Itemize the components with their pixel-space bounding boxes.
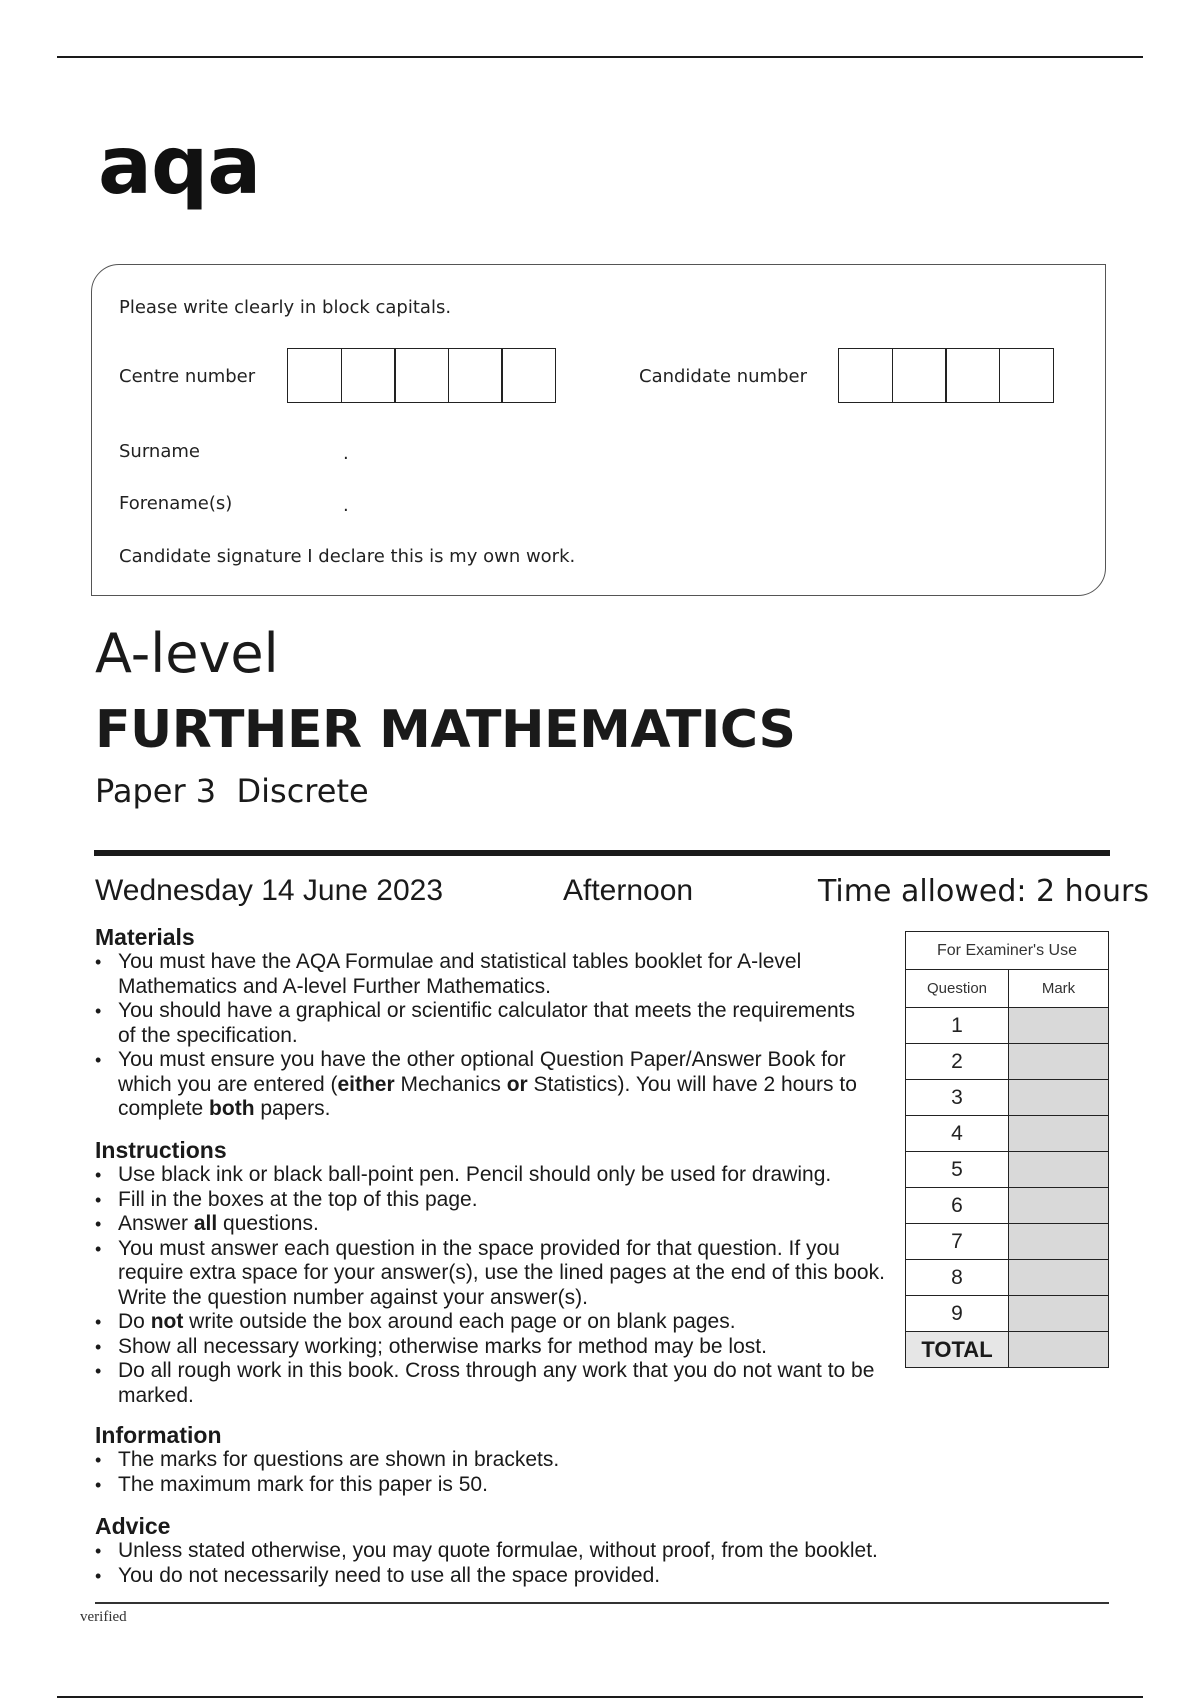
total-label: TOTAL (906, 1332, 1009, 1368)
mark-cell[interactable] (1009, 1044, 1109, 1080)
materials-item: • You should have a graphical or scientific calculator that meets the requirements of the specification. (95, 999, 875, 1048)
instructions-item: • Use black ink or black ball-point pen. Pencil should only be used for drawing. (95, 1163, 895, 1188)
instructions-item: • Do not write outside the box around each page or on blank pages. (95, 1310, 895, 1335)
forenames-field[interactable]: . (343, 495, 349, 516)
mark-cell[interactable] (1009, 1224, 1109, 1260)
exam-session: Afternoon (563, 874, 694, 907)
question-number-cell: 3 (906, 1080, 1009, 1116)
mark-cell[interactable] (1009, 1152, 1109, 1188)
mark-cell[interactable] (1009, 1188, 1109, 1224)
aqa-logo: aqa (98, 119, 261, 212)
information-item: • The marks for questions are shown in brackets. (95, 1448, 895, 1473)
question-number-cell: 4 (906, 1116, 1009, 1152)
instructions-item: • Do all rough work in this book. Cross through any work that you do not want to be marked. (95, 1359, 895, 1408)
instructions-item: • You must answer each question in the space provided for that question. If you require extra space for your answer(s), use the lined pages at the end of this book. Write the question number against your answer(s). (95, 1237, 895, 1311)
question-number-cell: 2 (906, 1044, 1009, 1080)
centre-number-digit-box[interactable] (501, 348, 556, 403)
centre-number-digit-box[interactable] (394, 348, 449, 403)
mark-cell[interactable] (1009, 1008, 1109, 1044)
advice-heading: Advice (95, 1513, 171, 1539)
centre-number-label: Centre number (119, 366, 256, 387)
total-mark-cell[interactable] (1009, 1332, 1109, 1368)
materials-list (95, 950, 875, 1122)
candidate-number-boxes[interactable] (838, 348, 1052, 403)
candidate-number-label: Candidate number (639, 366, 807, 387)
mark-cell[interactable] (1009, 1116, 1109, 1152)
question-number-cell: 9 (906, 1296, 1009, 1332)
advice-item: • Unless stated otherwise, you may quote formulae, without proof, from the booklet. (95, 1539, 1055, 1564)
instructions-heading: Instructions (95, 1137, 227, 1163)
top-rule (57, 56, 1143, 58)
qualification-level: A-level (95, 622, 279, 685)
subject-title: FURTHER MATHEMATICS (95, 700, 796, 760)
examiner-table-title: For Examiner's Use (906, 932, 1109, 970)
advice-item: • You do not necessarily need to use all the space provided. (95, 1564, 1055, 1589)
candidate-number-digit-box[interactable] (999, 348, 1054, 403)
verified-watermark: verified (80, 1609, 127, 1625)
question-column-header: Question (906, 970, 1009, 1008)
paper-title: Paper 3 Discrete (95, 772, 369, 810)
candidate-details-box (91, 264, 1106, 596)
forenames-label: Forename(s) (119, 493, 233, 514)
mark-column-header: Mark (1009, 970, 1109, 1008)
candidate-number-digit-box[interactable] (838, 348, 893, 403)
information-heading: Information (95, 1422, 222, 1448)
information-item: • The maximum mark for this paper is 50. (95, 1473, 895, 1498)
footer-rule (95, 1602, 1109, 1604)
mark-cell[interactable] (1009, 1296, 1109, 1332)
surname-label: Surname (119, 441, 200, 462)
centre-number-boxes[interactable] (287, 348, 555, 403)
instructions-list (95, 1163, 895, 1408)
time-allowed: Time allowed: 2 hours (818, 874, 1150, 909)
question-number-cell: 6 (906, 1188, 1009, 1224)
block-capitals-instruction: Please write clearly in block capitals. (119, 297, 452, 318)
materials-item: • You must have the AQA Formulae and statistical tables booklet for A-level Mathematics and A-level Further Mathematics. (95, 950, 875, 999)
materials-heading: Materials (95, 924, 195, 950)
bottom-rule (57, 1696, 1143, 1698)
title-divider (94, 850, 1110, 856)
question-number-cell: 7 (906, 1224, 1009, 1260)
surname-field[interactable]: . (343, 443, 349, 464)
question-number-cell: 8 (906, 1260, 1009, 1296)
candidate-number-digit-box[interactable] (892, 348, 947, 403)
advice-list (95, 1539, 1055, 1588)
mark-cell[interactable] (1009, 1260, 1109, 1296)
exam-date: Wednesday 14 June 2023 (95, 874, 444, 907)
signature-label: Candidate signature I declare this is my own work. (119, 546, 576, 567)
examiner-use-table (905, 931, 1109, 1368)
question-number-cell: 1 (906, 1008, 1009, 1044)
mark-cell[interactable] (1009, 1080, 1109, 1116)
centre-number-digit-box[interactable] (341, 348, 396, 403)
centre-number-digit-box[interactable] (287, 348, 342, 403)
question-number-cell: 5 (906, 1152, 1009, 1188)
instructions-item: • Fill in the boxes at the top of this page. (95, 1188, 895, 1213)
information-list (95, 1448, 895, 1497)
instructions-item: • Show all necessary working; otherwise marks for method may be lost. (95, 1335, 895, 1360)
instructions-item: • Answer all questions. (95, 1212, 895, 1237)
candidate-number-digit-box[interactable] (945, 348, 1000, 403)
centre-number-digit-box[interactable] (448, 348, 503, 403)
materials-item: • You must ensure you have the other optional Question Paper/Answer Book for which you are entered (either Mechanics or Statistics). You will have 2 hours to complete both papers. (95, 1048, 875, 1122)
